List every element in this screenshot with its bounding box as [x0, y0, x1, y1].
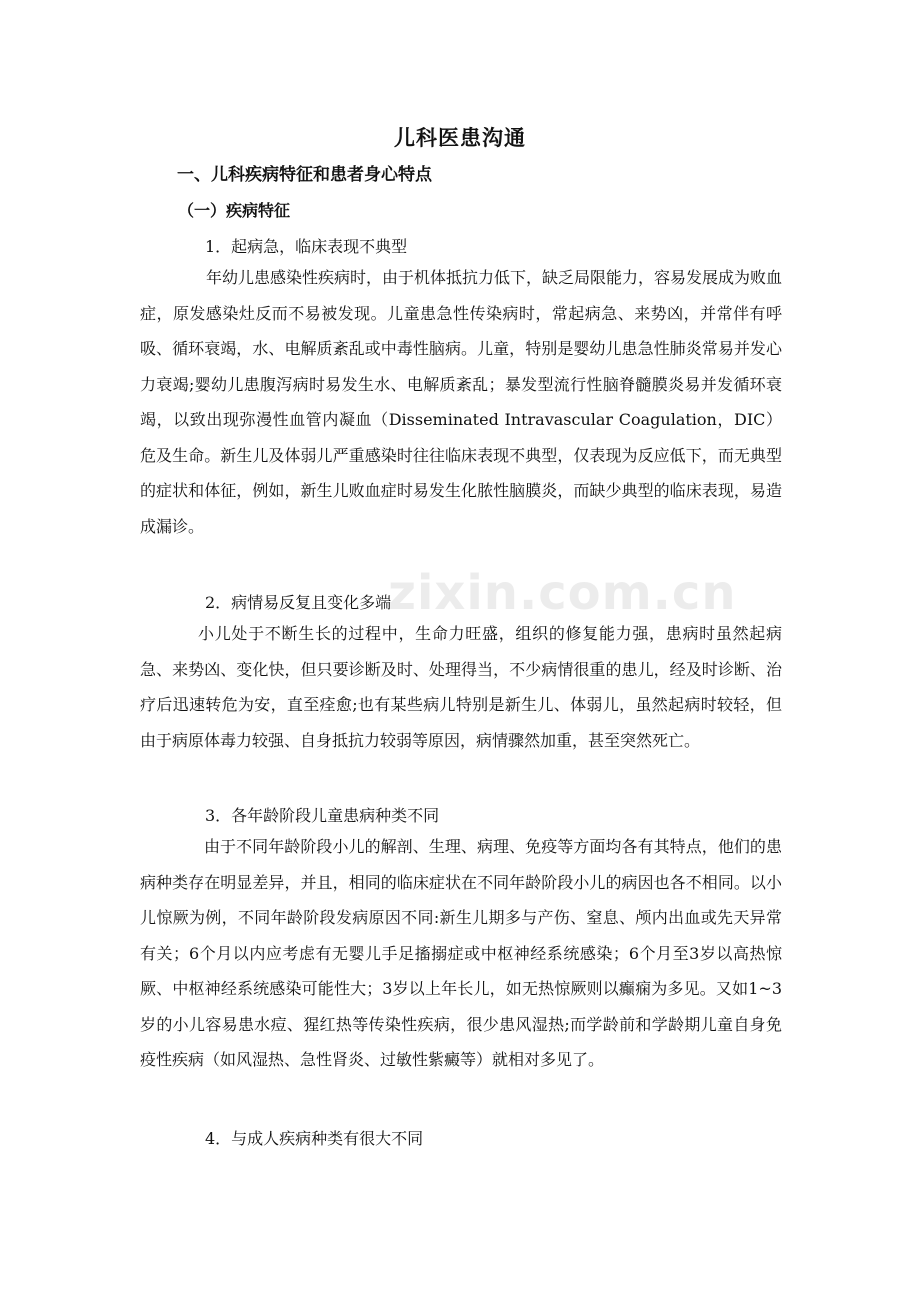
section-heading: 一、儿科疾病特征和患者身心特点	[177, 165, 432, 185]
document-title: 儿科医患沟通	[394, 125, 526, 150]
item-paragraph-3: 由于不同年龄阶段小儿的解剖、生理、病理、免疫等方面均各有其特点，他们的患病种类存在明显差异，并且，相同的临床症状在不同年龄阶段小儿的病因也各不相同。以小儿惊厥为例，不同年龄阶段发病原因不同:新生儿期多与产伤、窒息、颅内出血或先天异常有关；6个月以内应考虑有无婴儿手足搐搦症或中枢神经系统感染；6个月至3岁以高热惊厥、中枢神经系统感染可能性大；3岁以上年长儿，如无热惊厥则以癫痫为多见。又如1~3岁的小儿容易患水痘、猩红热等传染性疾病，很少患风湿热;而学龄前和学龄期儿童自身免疫性疾病（如风湿热、急性肾炎、过敏性紫癜等）就相对多见了。	[140, 837, 782, 1069]
item-paragraph-1: 年幼儿患感染性疾病时，由于机体抵抗力低下，缺乏局限能力，容易发展成为败血症，原发感染灶反而不易被发现。儿童患急性传染病时，常起病急、来势凶，并常伴有呼吸、循环衰竭，水、电解质紊乱或中毒性脑病。儿童，特别是婴幼儿患急性肺炎常易并发心力衰竭;婴幼儿患腹泻病时易发生水、电解质紊乱；暴发型流行性脑脊髓膜炎易并发循环衰竭，以致出现弥漫性血管内凝血（Disseminated Intravascular Coagulation，DIC）危及生命。新生儿及体弱儿严重感染时往往临床表现不典型，仅表现为反应低下，而无典型的症状和体征，例如，新生儿败血症时易发生化脓性脑膜炎，而缺少典型的临床表现，易造成漏诊。	[140, 268, 783, 536]
item-paragraph-2: 小儿处于不断生长的过程中，生命力旺盛，组织的修复能力强，患病时虽然起病急、来势凶、变化快，但只要诊断及时、处理得当，不少病情很重的患儿，经及时诊断、治疗后迅速转危为安，直至痊愈;也有某些病儿特别是新生儿、体弱儿，虽然起病时较轻，但由于病原体毒力较强、自身抵抗力较弱等原因，病情骤然加重，甚至突然死亡。	[140, 624, 782, 750]
item-heading-2: 2．病情易反复且变化多端	[205, 593, 392, 612]
item-heading-1: 1．起病急，临床表现不典型	[205, 237, 408, 256]
subsection-heading: （一）疾病特征	[178, 201, 291, 220]
item-heading-4: 4．与成人疾病种类有很大不同	[205, 1129, 424, 1148]
watermark: zixin.com.cn	[388, 565, 737, 621]
item-heading-3: 3．各年龄阶段儿童患病种类不同	[205, 806, 440, 825]
